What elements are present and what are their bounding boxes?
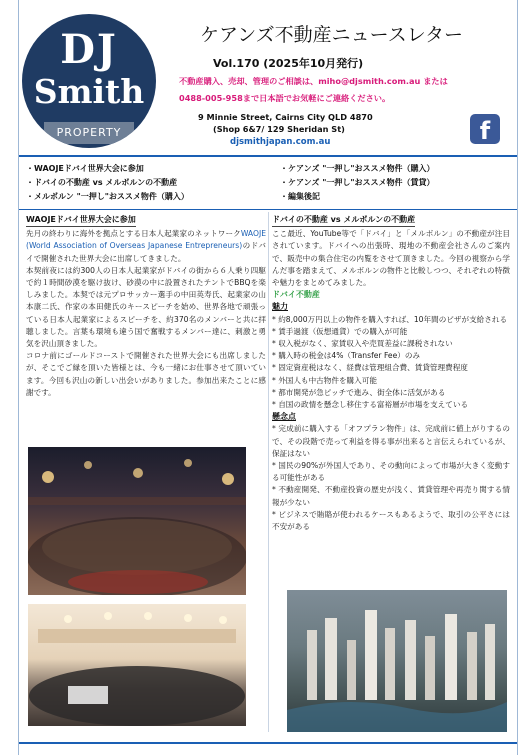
address-line-1: 9 Minnie Street, Cairns City QLD 4870 <box>198 112 373 122</box>
waoje-article <box>26 214 266 399</box>
concern-item: * 国民の90%が外国人であり、その動向によって市場が大きく変動する可能性がある <box>272 461 510 483</box>
toc-item[interactable]: ・ドバイの不動産 vs メルボルンの不動産 <box>26 178 178 187</box>
toc-left <box>26 162 189 204</box>
address-line-2: (Shop 6&7/ 129 Sheridan St) <box>213 124 345 134</box>
merit-item: * 都市開発が急ピッチで進み、街全体に活気がある <box>272 387 446 397</box>
dubai-subtitle: ドバイ不動産 <box>272 290 320 300</box>
waoje-link[interactable]: WAOJE (World Association of Overseas Japanese Entrepreneurs) <box>26 229 266 251</box>
logo-dj-text: DJ <box>60 26 118 73</box>
merit-item: * 賃手過渡（仮想通貨）での購入が可能 <box>272 326 408 336</box>
article-paragraph: コロナ前にゴールドコーストで開催された世界大会にも出席しましたが、そこでご縁を頂いた皆様とは、今も一緒にお仕事させて頂いています。今回も沢山の新しい出会いがありました。参加出来たことに感謝です。 <box>26 351 266 397</box>
merit-item: * 購入時の税金は4%（Transfer Fee）のみ <box>272 351 421 361</box>
concern-item: * 完成前に購入する「オフプラン物件」は、完成前に値上がりするので、その段階で売って利益を得る事が出来ると言伝えられているが、保証はない <box>272 424 510 458</box>
concern-heading: 懸念点 <box>272 412 296 422</box>
toc-item[interactable]: ・編集後記 <box>280 192 320 201</box>
toc-item[interactable]: ・ケアンズ "一押し"おススメ物件（賃貸） <box>280 178 435 187</box>
facebook-icon[interactable]: f <box>470 114 500 144</box>
dubai-article <box>272 214 510 533</box>
merit-item: * 約8,000万円以上の物件を購入すれば、10年間のビザが支給される <box>272 314 508 324</box>
contact-line-1: 不動産購入、売却、管理のご相談は、miho@djsmith.com.au または <box>179 76 448 86</box>
merit-item: * 外国人も中古物件を購入可能 <box>272 375 377 385</box>
concern-item: * ビジネスで賄賂が使われるケースもあるようで、取引の公平さには不安がある <box>272 509 510 532</box>
merit-item: * 自国の政情を懸念し移住する富裕層が市場を支えている <box>272 400 469 410</box>
website-link[interactable]: djsmithjapan.com.au <box>230 137 331 147</box>
logo-property-text: PROPERTY <box>44 122 134 144</box>
group-hall-photo <box>28 604 246 726</box>
column-divider <box>268 212 269 732</box>
toc-right <box>280 162 435 204</box>
contact-line-2: 0488-005-958まで日本語でお気軽にご連絡ください。 <box>179 93 391 103</box>
toc-item[interactable]: ・ケアンズ "一押し"おススメ物件（購入） <box>280 164 435 173</box>
logo-smith-text: Smith <box>33 72 145 111</box>
header-divider <box>19 155 517 157</box>
toc-divider <box>19 209 517 210</box>
toc-item[interactable]: ・WAOJEドバイ世界大会に参加 <box>26 164 144 173</box>
city-model-photo <box>287 590 507 732</box>
article-paragraph: 本契前夜には約300人の日本人起業家がドバイの街から６人乗り四駆で約１時間砂漠を駆け抜け、砂漠の中に設置されたテントでBBQを楽しみました。本契では元プロサッカー選手の中田英寿氏、起業家の山本康二氏、作家の本田健氏のキースピーチを始め、世界各地で頑張っている日本人起業家によるスピーチを、約370名のメンバーと共に拝聴しました。言葉も環境も違う国で奮戦するメンバー達に、刺激と勇気を沢山頂きました。 <box>26 265 266 349</box>
paragraph-text: 先月の終わりに海外を拠点とする日本人起業家のネットワーク <box>26 229 241 239</box>
paragraph-text: のドバイで開催された世界大会に出席してきました。 <box>26 241 266 263</box>
newsletter-title: ケアンズ不動産ニュースレター <box>200 24 463 46</box>
article-heading: ドバイの不動産 vs メルボルンの不動産 <box>272 214 415 227</box>
article-heading: WAOJEドバイ世界大会に参加 <box>26 214 136 227</box>
concern-item: * 不動産開発、不動産投資の歴史が浅く、賃貸管理や再売り関する情報が少ない <box>272 485 510 507</box>
merit-item: * 固定資産税はなく、経費は管理組合費、賃貸管理費程度 <box>272 363 468 373</box>
desert-event-photo <box>28 447 246 595</box>
merit-heading: 魅力 <box>272 302 288 312</box>
footer-divider <box>19 742 517 744</box>
toc-item[interactable]: ・メルボルン "一押し"おススメ物件（購入） <box>26 192 189 201</box>
article-paragraph: ここ最近、YouTube等で「ドバイ」と「メルボルン」の不動産が注目されています。ドバイへの出張時、現地の不動産会社さんのご案内で、販売中の集合住宅の内覧をさせて頂きました。今回の視察から学んだ事を踏まえて、メルボルンの物件と比較しつつ、それぞれの特徴や魅力をまとめてみました。 <box>272 229 510 288</box>
merit-item: * 収入税がなく、家賃収入や売買差益に課税されない <box>272 339 453 349</box>
article-paragraph <box>26 228 266 265</box>
dj-smith-logo[interactable] <box>22 14 156 148</box>
volume-label: Vol.170 (2025年10月発行) <box>213 57 364 70</box>
